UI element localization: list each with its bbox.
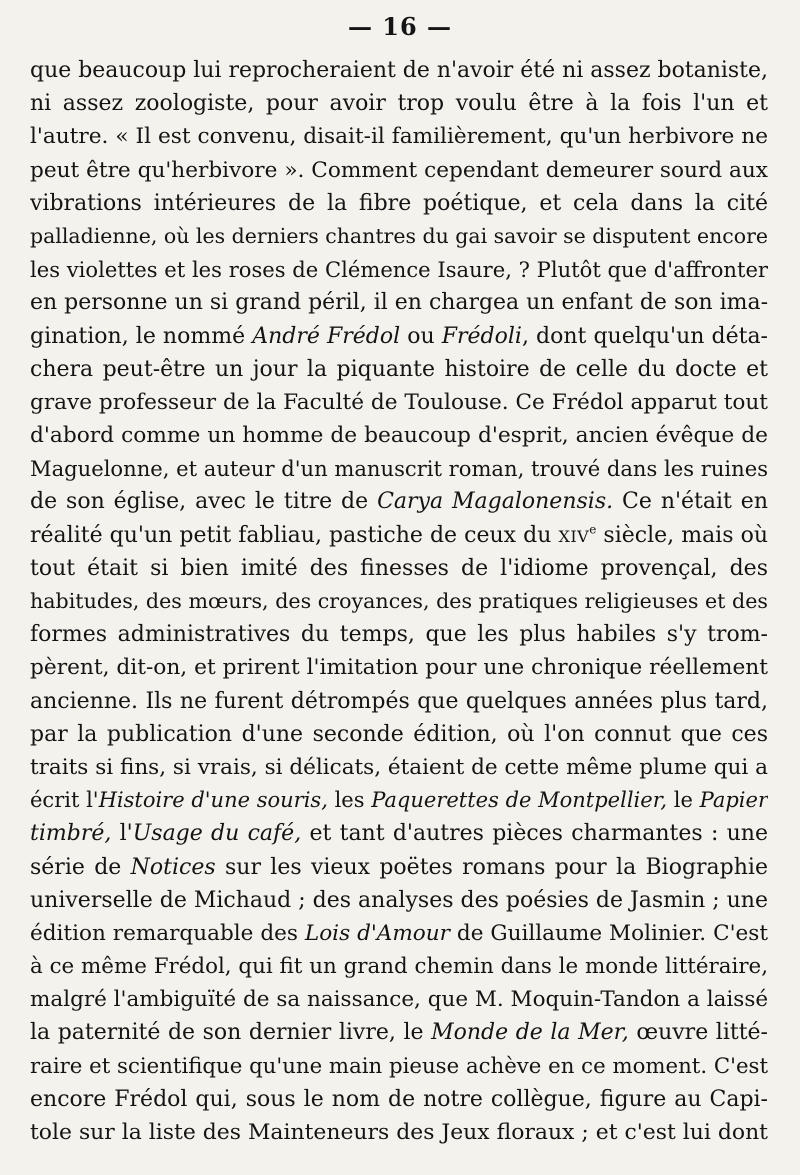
italic-segment: Frédoli xyxy=(441,323,522,349)
text-segment: série de xyxy=(30,854,131,880)
text-segment: de son église, avec le titre de xyxy=(30,489,378,515)
page-number: — 16 — xyxy=(347,12,453,41)
text-line xyxy=(30,1083,768,1116)
text-line xyxy=(30,386,768,419)
text-segment: raire et scientifique qu'une main pieuse achève en ce moment. C'est xyxy=(30,1053,768,1079)
text-segment: ancienne. Ils ne furent détrompés que quelques années plus tard, xyxy=(30,688,768,714)
text-segment: en personne un si grand péril, il en chargea un enfant de son ima- xyxy=(30,290,768,316)
text-segment: habitudes, des mœurs, des croyances, des pratiques religieuses et des xyxy=(30,589,768,613)
text-segment: le xyxy=(667,788,700,813)
text-segment: vibrations intérieures de la fibre poétique, et cela dans la cité xyxy=(30,190,768,216)
text-segment: pèrent, dit-on, et prirent l'imitation pour une chronique réellement xyxy=(30,655,768,681)
text-segment: l' xyxy=(111,821,133,847)
text-segment: formes administratives du temps, que les plus habiles s'y trom- xyxy=(30,622,768,648)
text-line xyxy=(30,1016,768,1049)
text-segment: siècle, mais où xyxy=(596,522,768,548)
text-segment: ou xyxy=(400,323,442,349)
text-line xyxy=(30,485,768,518)
italic-segment: André Frédol xyxy=(252,323,401,349)
text-line xyxy=(30,452,768,485)
superscript: e xyxy=(589,522,597,537)
text-line xyxy=(30,87,768,120)
text-segment: sur les vieux poëtes romans pour la Biographie xyxy=(215,854,768,880)
text-line xyxy=(30,253,768,286)
text-segment: l'autre. « Il est convenu, disait-il familièrement, qu'un herbivore ne xyxy=(30,124,768,150)
text-segment: de Guillaume Molinier. C'est xyxy=(449,920,768,946)
italic-segment: Usage du café, xyxy=(132,821,302,847)
text-segment: les violettes et les roses de Clémence Isaure, ? Plutôt que d'affronter xyxy=(30,257,768,283)
text-line xyxy=(30,817,768,850)
text-line xyxy=(30,983,768,1016)
text-line xyxy=(30,220,768,253)
text-segment: les xyxy=(327,788,372,813)
text-segment: que beaucoup lui reprocheraient de n'avoir été ni assez botaniste, xyxy=(30,58,768,83)
text-segment: d'abord comme un homme de beaucoup d'esprit, ancien évêque de xyxy=(30,423,768,449)
text-line xyxy=(30,917,768,950)
text-line xyxy=(30,552,768,585)
text-segment: œuvre litté- xyxy=(628,1020,768,1046)
text-line xyxy=(30,187,768,220)
text-line xyxy=(30,519,768,552)
text-line xyxy=(30,884,768,917)
text-line xyxy=(30,54,768,87)
text-line xyxy=(30,751,768,784)
text-line xyxy=(30,685,768,718)
text-segment: ni assez zoologiste, pour avoir trop voulu être à la fois l'un et xyxy=(30,91,768,117)
text-line xyxy=(30,120,768,153)
text-segment: gination, le nommé xyxy=(30,323,253,349)
text-segment: palladienne, où les derniers chantres du gai savoir se disputent encore xyxy=(30,223,768,248)
text-line xyxy=(30,950,768,983)
text-line xyxy=(30,154,768,187)
small-caps-segment: XIV xyxy=(558,526,590,546)
body-text xyxy=(30,54,768,1149)
text-segment: réalité qu'un petit fabliau, pastiche de ceux du xyxy=(30,522,559,548)
text-segment: universelle de Michaud ; des analyses des poésies de Jasmin ; une xyxy=(30,887,768,913)
text-segment: encore Frédol qui, sous le nom de notre collègue, figure au Capi- xyxy=(30,1086,768,1112)
italic-segment: Notices xyxy=(130,854,216,880)
text-segment: par la publication d'une seconde édition, où l'on connut que ces xyxy=(30,721,768,747)
text-segment: écrit l' xyxy=(30,788,99,813)
text-segment: la paternité de son dernier livre, le xyxy=(30,1020,432,1046)
text-segment: Maguelonne, et auteur d'un manuscrit roman, trouvé dans les ruines xyxy=(30,456,768,482)
italic-segment: Lois d'Amour xyxy=(304,920,450,946)
text-line xyxy=(30,1050,768,1083)
text-line xyxy=(30,851,768,884)
italic-segment: timbré, xyxy=(30,821,112,847)
italic-segment: Papier xyxy=(699,788,768,813)
text-segment: grave professeur de la Faculté de Toulouse. Ce Frédol apparut tout xyxy=(30,389,768,415)
text-segment: peut être qu'herbivore ». Comment cependant demeurer sourd aux xyxy=(30,157,768,183)
text-line xyxy=(30,651,768,684)
text-line xyxy=(30,286,768,319)
text-segment: tout était si bien imité des finesses de l'idiome provençal, des xyxy=(30,555,768,581)
text-segment: édition remarquable des xyxy=(30,920,305,946)
text-line xyxy=(30,618,768,651)
text-segment: , dont quelqu'un déta- xyxy=(521,323,768,349)
text-line xyxy=(30,784,768,817)
italic-segment: Monde de la Mer, xyxy=(431,1020,629,1046)
text-segment: tole sur la liste des Mainteneurs des Jeux floraux ; et c'est lui dont xyxy=(30,1120,768,1145)
text-segment: traits si fins, si vrais, si délicats, étaient de cette même plume qui a xyxy=(30,754,768,780)
text-segment: Ce n'était en xyxy=(613,489,768,515)
text-segment: chera peut-être un jour la piquante histoire de celle du docte et xyxy=(30,356,768,382)
italic-segment: Carya Magalonensis. xyxy=(377,489,614,515)
text-line xyxy=(30,320,768,353)
italic-segment: Histoire d'une souris, xyxy=(98,788,328,813)
text-segment: et tant d'autres pièces charmantes : une xyxy=(301,821,768,847)
text-line xyxy=(30,1116,768,1149)
italic-segment: Paquerettes de Montpellier, xyxy=(371,788,668,813)
text-line xyxy=(30,718,768,751)
text-segment: à ce même Frédol, qui fit un grand chemin dans le monde littéraire, xyxy=(30,954,768,980)
text-segment: malgré l'ambiguïté de sa naissance, que M. Moquin-Tandon a laissé xyxy=(30,987,768,1013)
text-line xyxy=(30,419,768,452)
text-line xyxy=(30,353,768,386)
text-line xyxy=(30,585,768,618)
